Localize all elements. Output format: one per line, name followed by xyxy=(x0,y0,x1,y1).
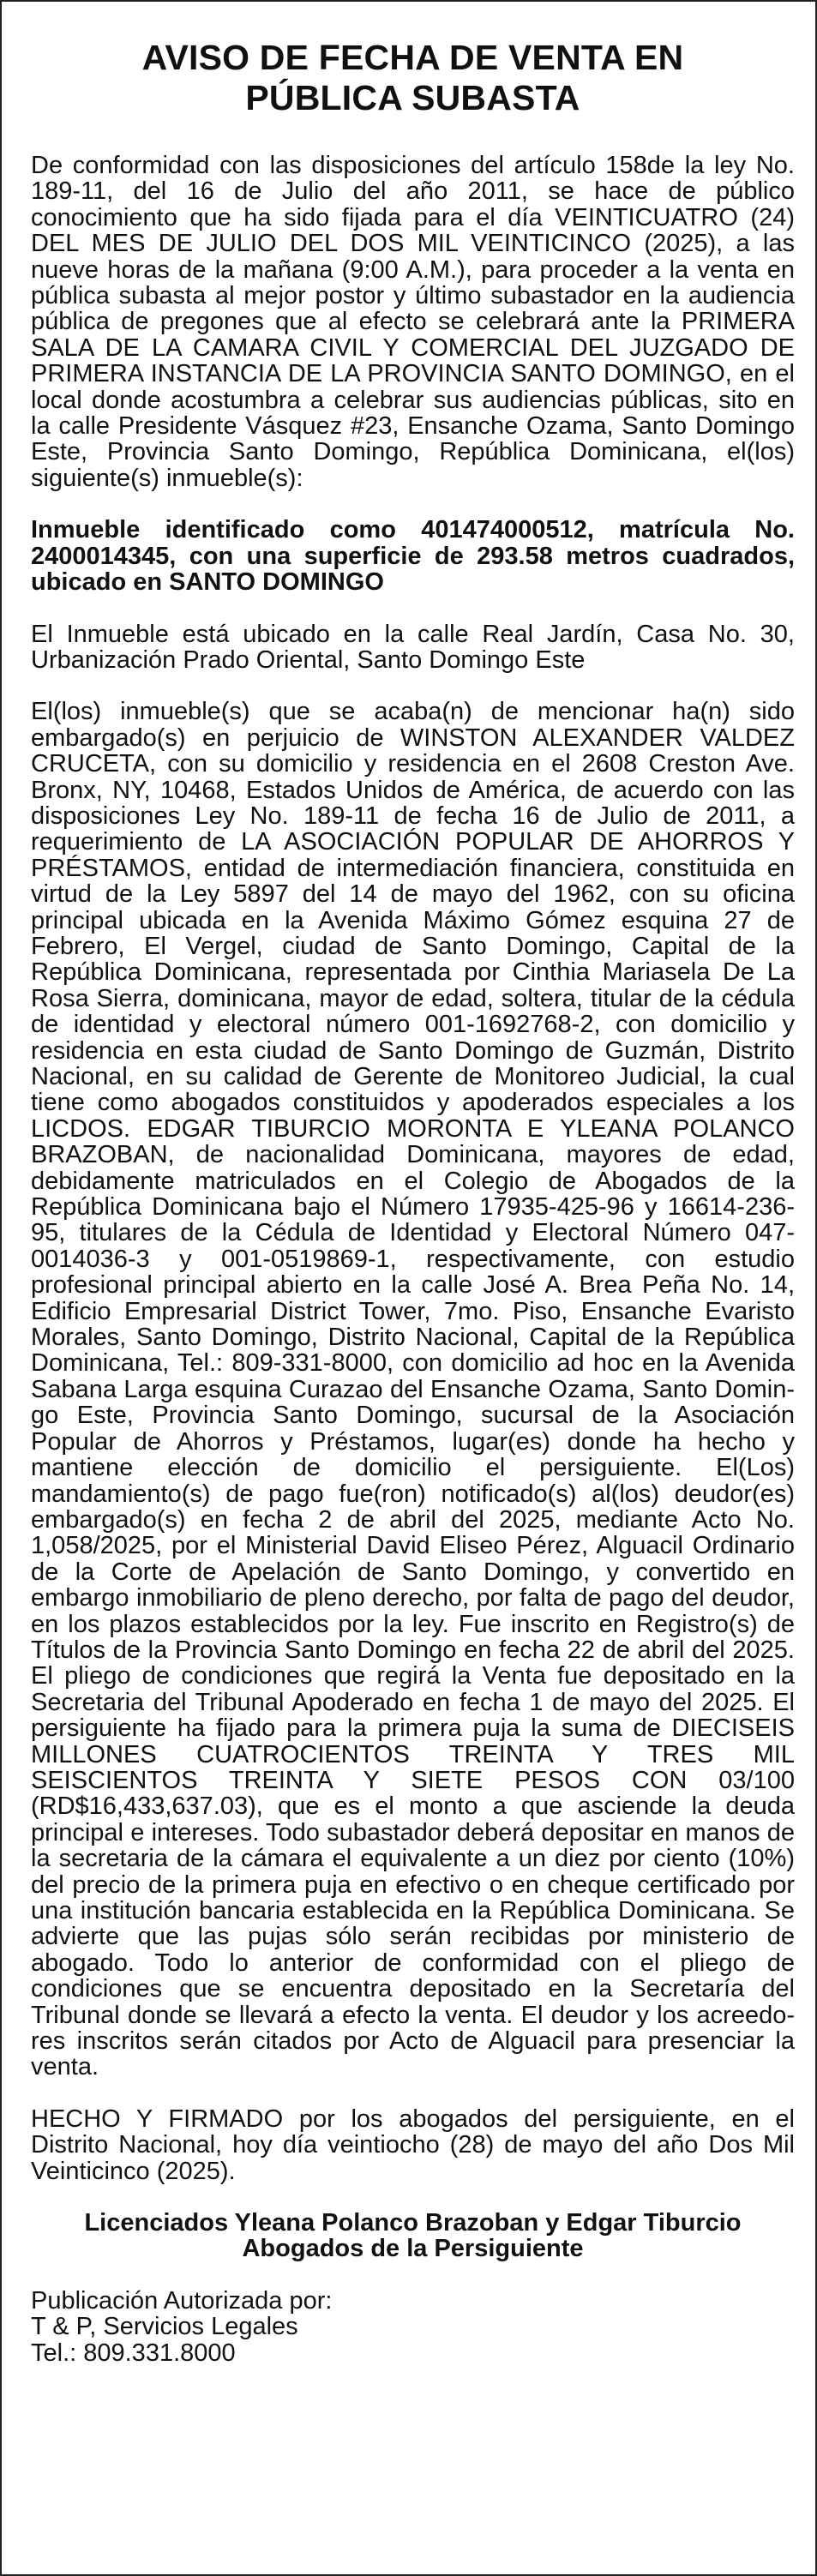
publication-info xyxy=(31,2288,795,2366)
publisher-phone: Tel.: 809.331.8000 xyxy=(31,2339,236,2367)
seizure-details-paragraph: El(los) inmueble(s) que se acaba(n) de mencionar ha(n) sido embargado(s) en perjuicio de WINSTON ALEXANDER VALDEZ CRUCETA, con su domicilio y residencia en el 2608 Creston Ave. Bronx, NY, 10468, Estados Unidos de América, de acuerdo con las disposiciones Ley No. 189-11 de fecha 16 de Julio de 2011, a requerimiento de LA ASOCIACIÓN POPULAR DE AHORROS Y PRÉSTAMOS, entidad de intermediación financiera, constituida en virtud de la Ley 5897 del 14 de mayo del 1962, con su oficina principal ubicada en la Avenida Máximo Gómez esquina 27 de Febrero, El Vergel, ciudad de Santo Domingo, Capital de la República Dominicana, representada por Cinthia Mariasela De La Rosa Sierra, dominicana, mayor de edad, soltera, titular de la cédula de identidad y electoral número 001-1692768-2, con domicilio y residencia en esta ciudad de Santo Domingo de Guzmán, Distrito Nacional, en su calidad de Gerente de Monitoreo Judicial, la cual tiene como abogados constituidos y apoderados especiales a los LICDOS. EDGAR TIBURCIO MORONTA E YLEANA POLANCO BRAZOBAN, de nacionalidad Dominicana, mayores de edad, debidamente matriculados en el Colegio de Abogados de la República Dominicana bajo el Número 17935-425-96 y 16614-236-95, titulares de la Cédula de Identidad y Electoral Número 047-0014036-3 y 001-0519869-1, respectivamente, con estudio profesional principal abierto en la calle José A. Brea Peña No. 14, Edificio Empresarial District Tower, 7mo. Piso, Ensanche Evaristo Morales, Santo Domingo, Distrito Nacional, Capital de la República Dominicana, Tel.: 809-331-8000, con domicilio ad hoc en la Avenida Sabana Larga esquina Curazao del Ensanche Ozama, Santo Domingo Este, Provincia Santo Domingo, sucursal de la Asociación Popular de Ahorros y Préstamos, lugar(es) donde ha hecho y mantiene elección de domicilio el persiguiente. El(Los) mandamiento(s) de pago fue(ron) notificado(s) al(los) deudor(es) embargado(s) en fecha 2 de abril del 2025, mediante Acto No. 1,058/2025, por el Ministerial David Eliseo Pérez, Alguacil Ordinario de la Corte de Apelación de Santo Domingo, y convertido en embargo inmobiliario de pleno derecho, por falta de pago del deudor, en los plazos establecidos por la ley. Fue inscrito en Registro(s) de Títulos de la Provincia Santo Domingo en fecha 22 de abril del 2025. El pliego de condiciones que regirá la Venta fue depositado en la Secretaria del Tribunal Apoderado en fecha 1 de mayo del 2025. El persiguiente ha fijado para la primera puja la suma de DIECISEIS MILLONES CUATROCIENTOS TREINTA Y TRES MIL SEISCIENTOS TREINTA Y SIETE PESOS CON 03/100 (RD$16,433,637.03), que es el monto a que asciende la deuda principal e intereses. Todo subastador deberá depositar en manos de la secretaria de la cámara el equivalente a un diez por ciento (10%) del precio de la primera puja en efectivo o en cheque certificado por una institución bancaria establecida en la República Dominicana. Se advierte que las pujas sólo serán recibidas por ministerio de abogado. Todo lo anterior de conformidad con el pliego de condiciones que se encuentra depositado en la Secretaría del Tribunal donde se llevará a efecto la venta. El deudor y los acreedores inscritos serán citados por Acto de Alguacil para presenciar la venta. xyxy=(31,698,795,2081)
signed-statement: HECHO Y FIRMADO por los abogados del persiguiente, en el Distrito Nacional, hoy día veintiocho (28) de mayo del año Dos Mil Veinticinco (2025). xyxy=(31,2105,795,2185)
notice-title xyxy=(31,38,795,118)
publisher-name: T & P, Servicios Legales xyxy=(31,2313,298,2341)
lawyers-names: Licenciados Yleana Polanco Brazoban y Edgar Tiburcio xyxy=(84,2209,742,2237)
lawyers-signature xyxy=(31,2210,795,2262)
lawyers-role: Abogados de la Persiguiente xyxy=(242,2235,584,2263)
property-location: El Inmueble está ubicado en la calle Real Jardín, Casa No. 30, Urbanización Prado Oriental, Santo Domingo Este xyxy=(31,620,795,674)
publication-label: Publicación Autorizada por: xyxy=(31,2286,333,2315)
title-line-1: AVISO DE FECHA DE VENTA EN xyxy=(141,38,684,77)
property-identification: Inmueble identificado como 401474000512, matrícula No. 2400014345, con una superficie de 293.58 metros cuadrados, ubicado en SANTO DOMINGO xyxy=(31,516,795,597)
title-line-2: PÚBLICA SUBASTA xyxy=(245,78,580,117)
intro-paragraph: De conformidad con las disposiciones del artículo 158de la ley No. 189-11, del 16 de Julio del año 2011, se hace de público conocimiento que ha sido fijada para el día VEINTICUATRO (24) DEL MES DE JULIO DEL DOS MIL VEINTICINCO (2025), a las nueve horas de la mañana (9:00 A.M.), para proceder a la venta en pública subasta al mejor postor y último subastador en la audiencia pública de pregones que al efecto se celebrará ante la PRIMERA SALA DE LA CAMARA CIVIL Y COMERCIAL DEL JUZGADO DE PRIMERA INSTANCIA DE LA PROVINCIA SANTO DOMINGO, en el local donde acostumbra a celebrar sus audiencias públicas, sito en la calle Presidente Vásquez #23, Ensanche Ozama, Santo Domingo Este, Provincia Santo Domingo, República Dominicana, el(los) siguiente(s) inmueble(s): xyxy=(31,152,795,492)
